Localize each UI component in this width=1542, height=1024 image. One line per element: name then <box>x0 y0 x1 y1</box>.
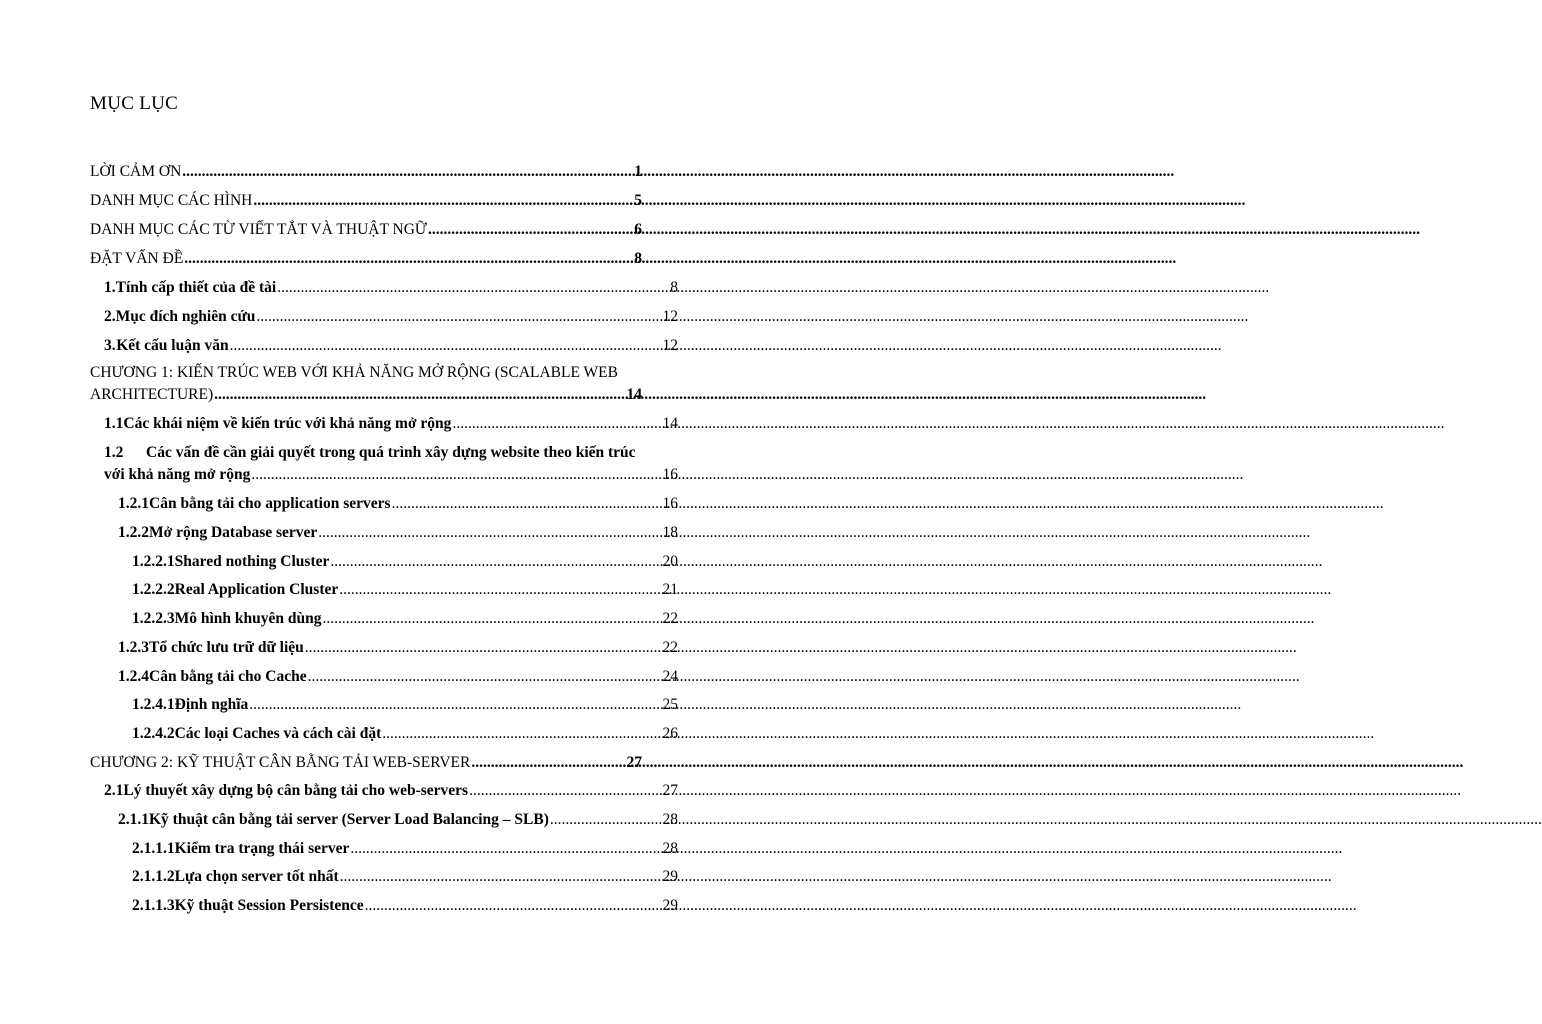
toc-page: 16 <box>662 495 678 512</box>
dot-leader <box>452 414 661 434</box>
toc-label: DANH MỤC CÁC TỪ VIẾT TẮT VÀ THUẬT NGỮ <box>90 221 427 238</box>
dot-leader <box>550 810 662 830</box>
toc-entry-2-1[interactable] <box>104 781 678 801</box>
toc-entry-2[interactable] <box>104 307 678 327</box>
dot-leader <box>308 667 662 687</box>
toc-label: Lựa chọn server tốt nhất <box>174 868 339 885</box>
dot-leader <box>184 249 633 269</box>
toc-number: 1.2.4.2 <box>132 725 175 742</box>
toc-label: Tổ chức lưu trữ dữ liệu <box>149 639 304 656</box>
toc-entry-1-2-4-2[interactable] <box>132 724 678 744</box>
toc-label: với khả năng mở rộng <box>104 466 251 483</box>
dot-leader <box>277 278 669 298</box>
toc-entry-dat-van-de[interactable] <box>90 249 642 269</box>
toc-entry-chuong-1[interactable] <box>90 385 642 405</box>
toc-number: 2.1.1.1 <box>132 840 175 857</box>
toc-page: 26 <box>662 725 678 742</box>
toc-entry-1-2-4-1[interactable] <box>132 695 678 715</box>
toc-number: 1.2.4 <box>118 668 149 685</box>
toc-entry-2-1-1-1[interactable] <box>132 839 678 859</box>
toc-label: Cân bằng tải cho application servers <box>149 495 391 512</box>
toc-entry-2-1-1-2[interactable] <box>132 867 678 887</box>
toc-page: 12 <box>662 337 678 354</box>
toc-number: 1.2.2 <box>118 524 149 541</box>
dot-leader <box>182 162 633 182</box>
toc-number: 1. <box>104 279 116 296</box>
dot-leader <box>340 867 662 887</box>
toc-page: 14 <box>626 386 642 403</box>
toc-page: 25 <box>662 696 678 713</box>
dot-leader <box>382 724 661 744</box>
toc-number: 2.1.1.3 <box>132 897 175 914</box>
toc-label: Kỹ thuật Session Persistence <box>174 897 364 914</box>
toc-page: 20 <box>662 553 678 570</box>
page-title: MỤC LỤC <box>90 93 179 114</box>
toc-page: 6 <box>634 221 642 238</box>
toc-page: 28 <box>662 811 678 828</box>
toc-chapter-1-line1[interactable]: CHƯƠNG 1: KIẾN TRÚC WEB VỚI KHẢ NĂNG MỞ RỘNG (SCALABLE WEB <box>90 364 618 381</box>
dot-leader <box>214 385 625 405</box>
toc-number: 1.2.1 <box>118 495 149 512</box>
toc-page: 29 <box>662 868 678 885</box>
toc-number: 1.2 <box>104 444 124 461</box>
toc-entry-loi-cam-on[interactable] <box>90 162 642 182</box>
toc-page: 8 <box>634 250 642 267</box>
toc-entry-2-1-1[interactable] <box>118 810 678 830</box>
toc-entry-1-1[interactable] <box>104 414 678 434</box>
toc-number: 1.2.2.1 <box>132 553 175 570</box>
toc-label: CHƯƠNG 2: KỸ THUẬT CÂN BẰNG TẢI WEB-SERVER <box>90 754 471 771</box>
toc-page: 14 <box>662 415 678 432</box>
toc-entry-1-2-3[interactable] <box>118 638 678 658</box>
dot-leader <box>469 781 661 801</box>
toc-label: Tính cấp thiết của đề tài <box>115 279 277 296</box>
toc-label: Real Application Cluster <box>174 581 339 598</box>
toc-label: Các loại Caches và cách cài đặt <box>174 725 382 742</box>
toc-label: Shared nothing Cluster <box>174 553 330 570</box>
toc-entry-1-2-2-1[interactable] <box>132 552 678 572</box>
toc-entry-danh-muc-hinh[interactable] <box>90 191 642 211</box>
toc-label: Cân bằng tải cho Cache <box>149 668 307 685</box>
toc-entry-1-2-2[interactable] <box>118 523 678 543</box>
toc-page: 28 <box>662 840 678 857</box>
toc-number: 2. <box>104 308 116 325</box>
dot-leader <box>256 307 661 327</box>
dot-leader <box>392 494 662 514</box>
toc-page: 29 <box>662 897 678 914</box>
toc-entry-chuong-2[interactable] <box>90 753 642 773</box>
dot-leader <box>330 552 661 572</box>
toc-page: 27 <box>626 754 642 771</box>
toc-label: ARCHITECTURE) <box>90 386 214 403</box>
dot-leader <box>318 523 661 543</box>
toc-entry-1-2-1[interactable] <box>118 494 678 514</box>
toc-page: 18 <box>662 524 678 541</box>
dot-leader <box>305 638 662 658</box>
toc-label: LỜI CẢM ƠN <box>90 163 182 180</box>
toc-entry-1-2[interactable] <box>104 465 678 485</box>
toc-number: 1.2.2.3 <box>132 610 175 627</box>
toc-number: 2.1.1 <box>118 811 149 828</box>
dot-leader <box>323 609 662 629</box>
toc-page: 5 <box>634 192 642 209</box>
dot-leader <box>365 896 662 916</box>
toc-number: 2.1 <box>104 782 124 799</box>
dot-leader <box>428 220 633 240</box>
dot-leader <box>230 336 662 356</box>
toc-label: Lý thuyết xây dựng bộ cân bằng tải cho web-servers <box>123 782 469 799</box>
toc-page: 21 <box>662 581 678 598</box>
toc-label: ĐẶT VẤN ĐỀ <box>90 250 184 267</box>
toc-page: 22 <box>662 639 678 656</box>
dot-leader <box>339 580 661 600</box>
toc-label: Kỹ thuật cân bằng tải server (Server Load Balancing – SLB) <box>149 811 549 828</box>
toc-label: Kiểm tra trạng thái server <box>174 840 350 857</box>
toc-label: DANH MỤC CÁC HÌNH <box>90 192 253 209</box>
toc-label: Các khái niệm về kiến trúc với khả năng mở rộng <box>123 415 452 432</box>
toc-page: 8 <box>670 279 678 296</box>
toc-entry-3[interactable] <box>104 336 678 356</box>
dot-leader <box>249 695 661 715</box>
toc-number: 1.2.4.1 <box>132 696 175 713</box>
toc-page: 16 <box>662 466 678 483</box>
toc-number: 1.2.2.2 <box>132 581 175 598</box>
toc-label-line1: Các vấn đề cần giải quyết trong quá trình xây dựng website theo kiến trúc <box>146 444 636 461</box>
toc-entry-1-2-2-3[interactable] <box>132 609 678 629</box>
toc-label: Định nghĩa <box>174 696 249 713</box>
toc-label: Mở rộng Database server <box>149 524 318 541</box>
dot-leader <box>471 753 625 773</box>
toc-page: 24 <box>662 668 678 685</box>
toc-entry-1[interactable] <box>104 278 678 298</box>
toc-page: 1 <box>634 163 642 180</box>
toc-page: 27 <box>662 782 678 799</box>
toc-entry-danh-muc-tu-viet-tat[interactable] <box>90 220 642 240</box>
toc-label: Mô hình khuyên dùng <box>174 610 322 627</box>
toc-page: 12 <box>662 308 678 325</box>
dot-leader <box>253 191 633 211</box>
toc-entry-2-1-1-3[interactable] <box>132 896 678 916</box>
toc-number: 2.1.1.2 <box>132 868 175 885</box>
toc-page: 22 <box>662 610 678 627</box>
dot-leader <box>251 465 661 485</box>
toc-number: 1.1 <box>104 415 124 432</box>
dot-leader <box>350 839 661 859</box>
toc-entry-1-2-4[interactable] <box>118 667 678 687</box>
toc-entry-1-2-2-2[interactable] <box>132 580 678 600</box>
toc-label: Mục đích nghiên cứu <box>115 308 256 325</box>
toc-label: Kết cấu luận văn <box>116 337 229 354</box>
toc-entry-1-2-line1[interactable] <box>104 443 636 463</box>
toc-number: 3. <box>104 337 116 354</box>
toc-number: 1.2.3 <box>118 639 149 656</box>
